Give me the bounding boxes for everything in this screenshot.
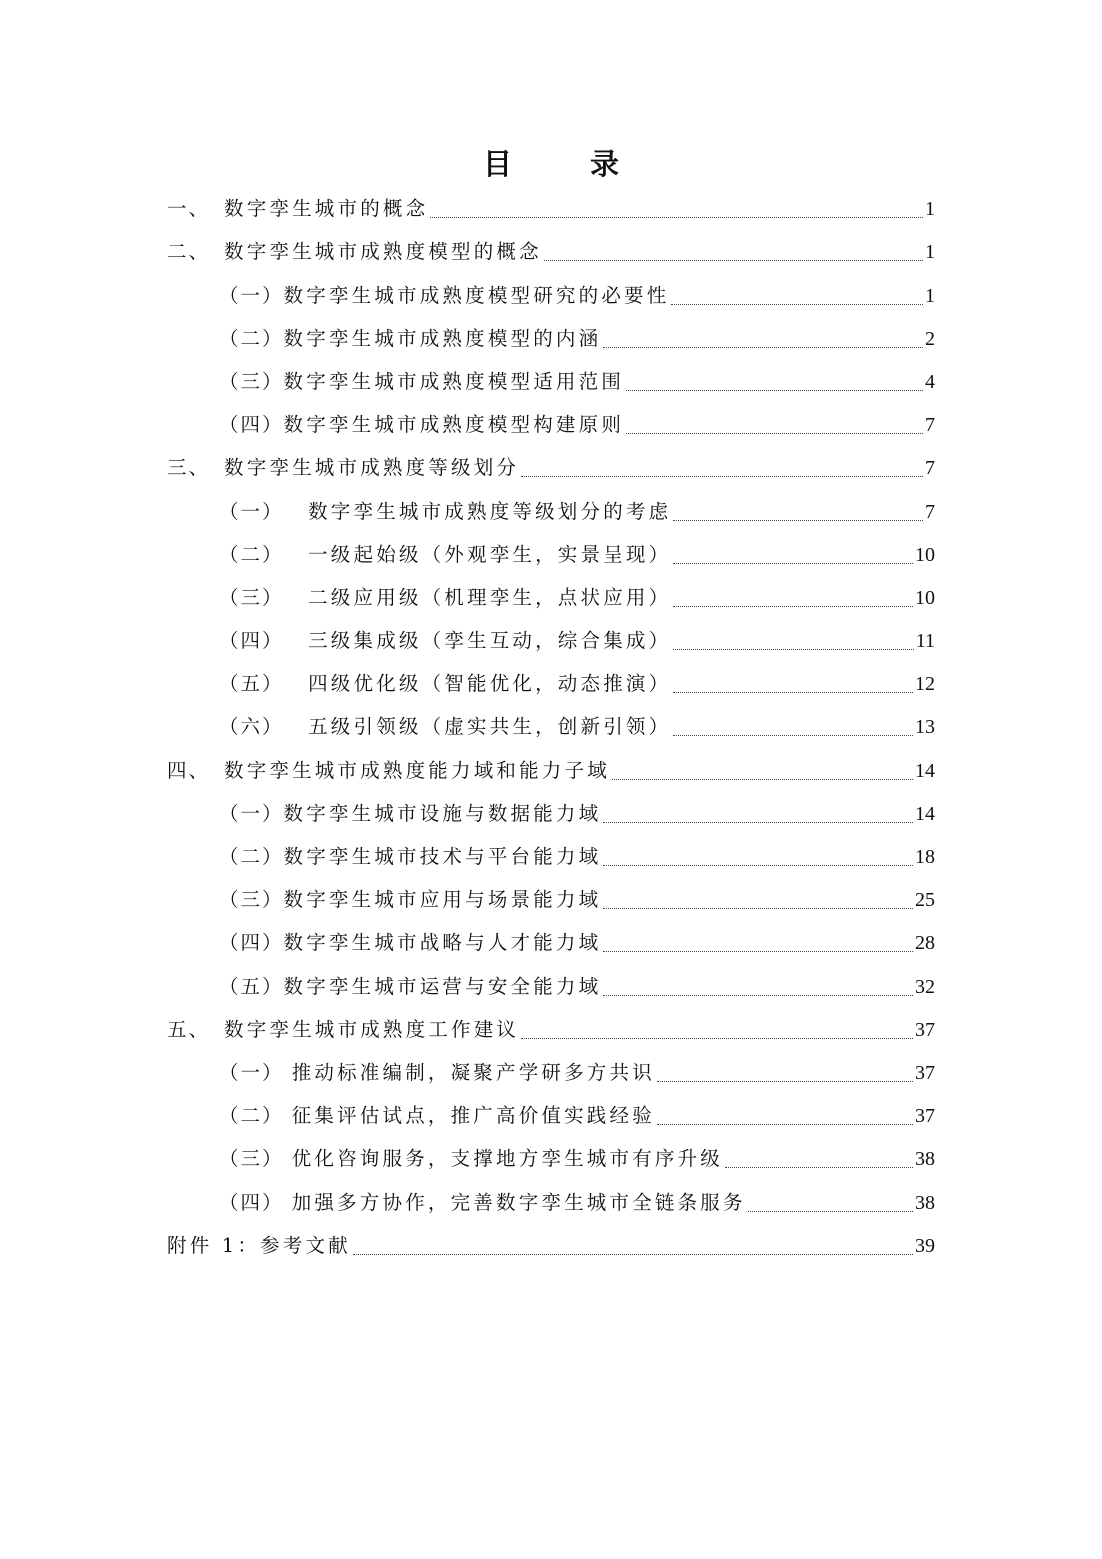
toc-entry[interactable] xyxy=(167,1223,935,1266)
toc-entry-title: 数字孪生城市成熟度等级划分 xyxy=(224,456,520,480)
toc-entry-title: 数字孪生城市成熟度工作建议 xyxy=(224,1017,520,1041)
toc-entry-number: （四） xyxy=(219,629,309,653)
dot-leader xyxy=(603,908,913,909)
toc-entry-page-number: 38 xyxy=(915,1148,935,1171)
dot-leader xyxy=(603,822,913,823)
dot-leader xyxy=(657,1124,913,1125)
toc-entry-number: （一） xyxy=(219,1060,292,1084)
toc-entry[interactable] xyxy=(167,834,935,877)
toc-entry-number: （五） xyxy=(219,974,284,998)
toc-entry-number: 二、 xyxy=(167,240,211,264)
toc-entry[interactable] xyxy=(167,575,935,618)
toc-entry-number: （三） xyxy=(219,1147,292,1171)
toc-entry-number: （四） xyxy=(219,931,284,955)
toc-entry-number: （三） xyxy=(219,369,284,393)
toc-entry[interactable] xyxy=(167,877,935,920)
toc-entry[interactable] xyxy=(167,963,935,1006)
toc-entry-number: （二） xyxy=(219,542,309,566)
toc-entry-page-number: 39 xyxy=(915,1234,935,1257)
toc-entry-page-number: 32 xyxy=(915,975,935,998)
table-of-contents xyxy=(167,186,935,1266)
toc-entry[interactable] xyxy=(167,747,935,790)
toc-entry[interactable] xyxy=(167,229,935,272)
toc-entry-number: （一） xyxy=(219,283,284,307)
toc-title: 目 录 xyxy=(482,147,654,181)
toc-entry[interactable] xyxy=(167,618,935,661)
toc-entry[interactable] xyxy=(167,661,935,704)
toc-entry-number: （一） xyxy=(219,499,309,523)
toc-entry-page-number: 37 xyxy=(915,1061,935,1084)
toc-entry-number: （二） xyxy=(219,326,284,350)
toc-entry-title: 数字孪生城市成熟度模型研究的必要性 xyxy=(283,283,670,307)
dot-leader xyxy=(603,951,913,952)
toc-entry-page-number: 1 xyxy=(925,241,935,264)
toc-entry-page-number: 28 xyxy=(915,932,935,955)
toc-entry-number: 五、 xyxy=(167,1017,211,1041)
toc-entry-title: 三级集成级（孪生互动，综合集成） xyxy=(308,629,672,653)
dot-leader xyxy=(673,649,913,650)
toc-entry-title: 数字孪生城市技术与平台能力域 xyxy=(283,845,602,868)
toc-entry-page-number: 4 xyxy=(925,370,935,393)
toc-entry-title: 数字孪生城市成熟度模型构建原则 xyxy=(283,413,625,437)
toc-entry[interactable] xyxy=(167,1179,935,1222)
toc-entry-title: 数字孪生城市成熟度模型适用范围 xyxy=(283,369,625,393)
toc-entry-number: （三） xyxy=(219,888,284,912)
dot-leader xyxy=(521,1038,913,1039)
toc-entry[interactable] xyxy=(167,704,935,747)
dot-leader xyxy=(673,606,913,607)
toc-entry-page-number: 7 xyxy=(925,457,935,480)
dot-leader xyxy=(657,1081,913,1082)
toc-entry[interactable] xyxy=(167,791,935,834)
dot-leader xyxy=(748,1211,913,1212)
toc-entry-title: 数字孪生城市战略与人才能力域 xyxy=(283,931,602,955)
toc-entry[interactable] xyxy=(167,488,935,531)
toc-entry[interactable] xyxy=(167,1093,935,1136)
toc-entry-title: 数字孪生城市成熟度模型的内涵 xyxy=(283,326,602,350)
toc-entry[interactable] xyxy=(167,402,935,445)
dot-leader xyxy=(612,779,913,780)
dot-leader xyxy=(626,390,923,391)
toc-entry-number: 四、 xyxy=(167,758,211,782)
dot-leader xyxy=(353,1254,913,1255)
toc-entry-page-number: 14 xyxy=(915,759,935,782)
toc-entry[interactable] xyxy=(167,1050,935,1093)
toc-entry-page-number: 12 xyxy=(915,673,935,696)
dot-leader xyxy=(673,692,913,693)
toc-entry-page-number: 37 xyxy=(915,1018,935,1041)
toc-entry-title: 附件 1：参考文献 xyxy=(167,1233,351,1257)
toc-entry-page-number: 10 xyxy=(915,586,935,609)
toc-entry-page-number: 37 xyxy=(915,1105,935,1128)
toc-entry-number: （一） xyxy=(219,801,284,825)
toc-entry-title: 一级起始级（外观孪生，实景呈现） xyxy=(308,542,672,566)
toc-entry-page-number: 10 xyxy=(915,543,935,566)
dot-leader xyxy=(521,476,923,477)
toc-entry-title: 数字孪生城市成熟度等级划分的考虑 xyxy=(308,499,672,523)
toc-entry[interactable] xyxy=(167,532,935,575)
toc-entry-title: 数字孪生城市设施与数据能力域 xyxy=(283,801,602,825)
toc-entry-title: 征集评估试点，推广高价值实践经验 xyxy=(291,1104,655,1128)
dot-leader xyxy=(671,304,923,305)
toc-entry-title: 四级优化级（智能优化，动态推演） xyxy=(308,672,672,696)
toc-entry-number: （三） xyxy=(219,585,309,609)
toc-entry-title: 五级引领级（虚实共生，创新引领） xyxy=(308,715,672,739)
toc-entry-title: 优化咨询服务，支撑地方孪生城市有序升级 xyxy=(291,1147,724,1171)
toc-entry-number: 一、 xyxy=(167,197,211,221)
toc-entry-page-number: 38 xyxy=(915,1191,935,1214)
toc-entry[interactable] xyxy=(167,1007,935,1050)
toc-entry-number: （二） xyxy=(219,1104,292,1128)
dot-leader xyxy=(725,1167,913,1168)
toc-entry-page-number: 2 xyxy=(925,327,935,350)
toc-entry-page-number: 7 xyxy=(925,500,935,523)
toc-entry-title: 二级应用级（机理孪生，点状应用） xyxy=(308,585,672,609)
toc-entry-title: 数字孪生城市应用与场景能力域 xyxy=(283,888,602,912)
toc-entry-title: 数字孪生城市运营与安全能力域 xyxy=(283,974,602,998)
toc-entry-title: 数字孪生城市成熟度模型的概念 xyxy=(224,240,542,264)
toc-entry[interactable] xyxy=(167,186,935,229)
dot-leader xyxy=(544,260,923,261)
toc-entry-title: 推动标准编制，凝聚产学研多方共识 xyxy=(291,1060,655,1084)
dot-leader xyxy=(673,735,913,736)
toc-entry-number: 三、 xyxy=(167,456,211,480)
toc-entry-number: （五） xyxy=(219,672,309,696)
dot-leader xyxy=(673,563,913,564)
toc-entry-number: （四） xyxy=(219,413,284,437)
toc-entry-title: 数字孪生城市的概念 xyxy=(224,197,429,221)
toc-entry-number: （四） xyxy=(219,1190,292,1214)
toc-entry-page-number: 7 xyxy=(925,414,935,437)
toc-entry-title: 数字孪生城市成熟度能力域和能力子域 xyxy=(224,758,610,782)
dot-leader xyxy=(626,433,923,434)
toc-entry[interactable] xyxy=(167,359,935,402)
toc-entry[interactable] xyxy=(167,1136,935,1179)
toc-entry[interactable] xyxy=(167,272,935,315)
toc-entry[interactable] xyxy=(167,920,935,963)
toc-entry[interactable] xyxy=(167,316,935,359)
toc-entry-page-number: 14 xyxy=(915,802,935,825)
toc-entry-page-number: 13 xyxy=(915,716,935,739)
toc-entry-number: （二） xyxy=(219,845,284,868)
toc-entry-page-number: 1 xyxy=(925,198,935,221)
dot-leader xyxy=(673,520,923,521)
dot-leader xyxy=(603,865,913,866)
toc-entry-title: 加强多方协作，完善数字孪生城市全链条服务 xyxy=(291,1190,746,1214)
toc-entry-page-number: 18 xyxy=(915,846,935,868)
toc-entry-number: （六） xyxy=(219,715,309,739)
dot-leader xyxy=(603,347,923,348)
dot-leader xyxy=(430,217,923,218)
toc-entry[interactable] xyxy=(167,445,935,488)
toc-entry-page-number: 1 xyxy=(925,284,935,307)
toc-entry-page-number: 11 xyxy=(915,630,935,653)
dot-leader xyxy=(603,995,913,996)
toc-entry-page-number: 25 xyxy=(915,889,935,912)
